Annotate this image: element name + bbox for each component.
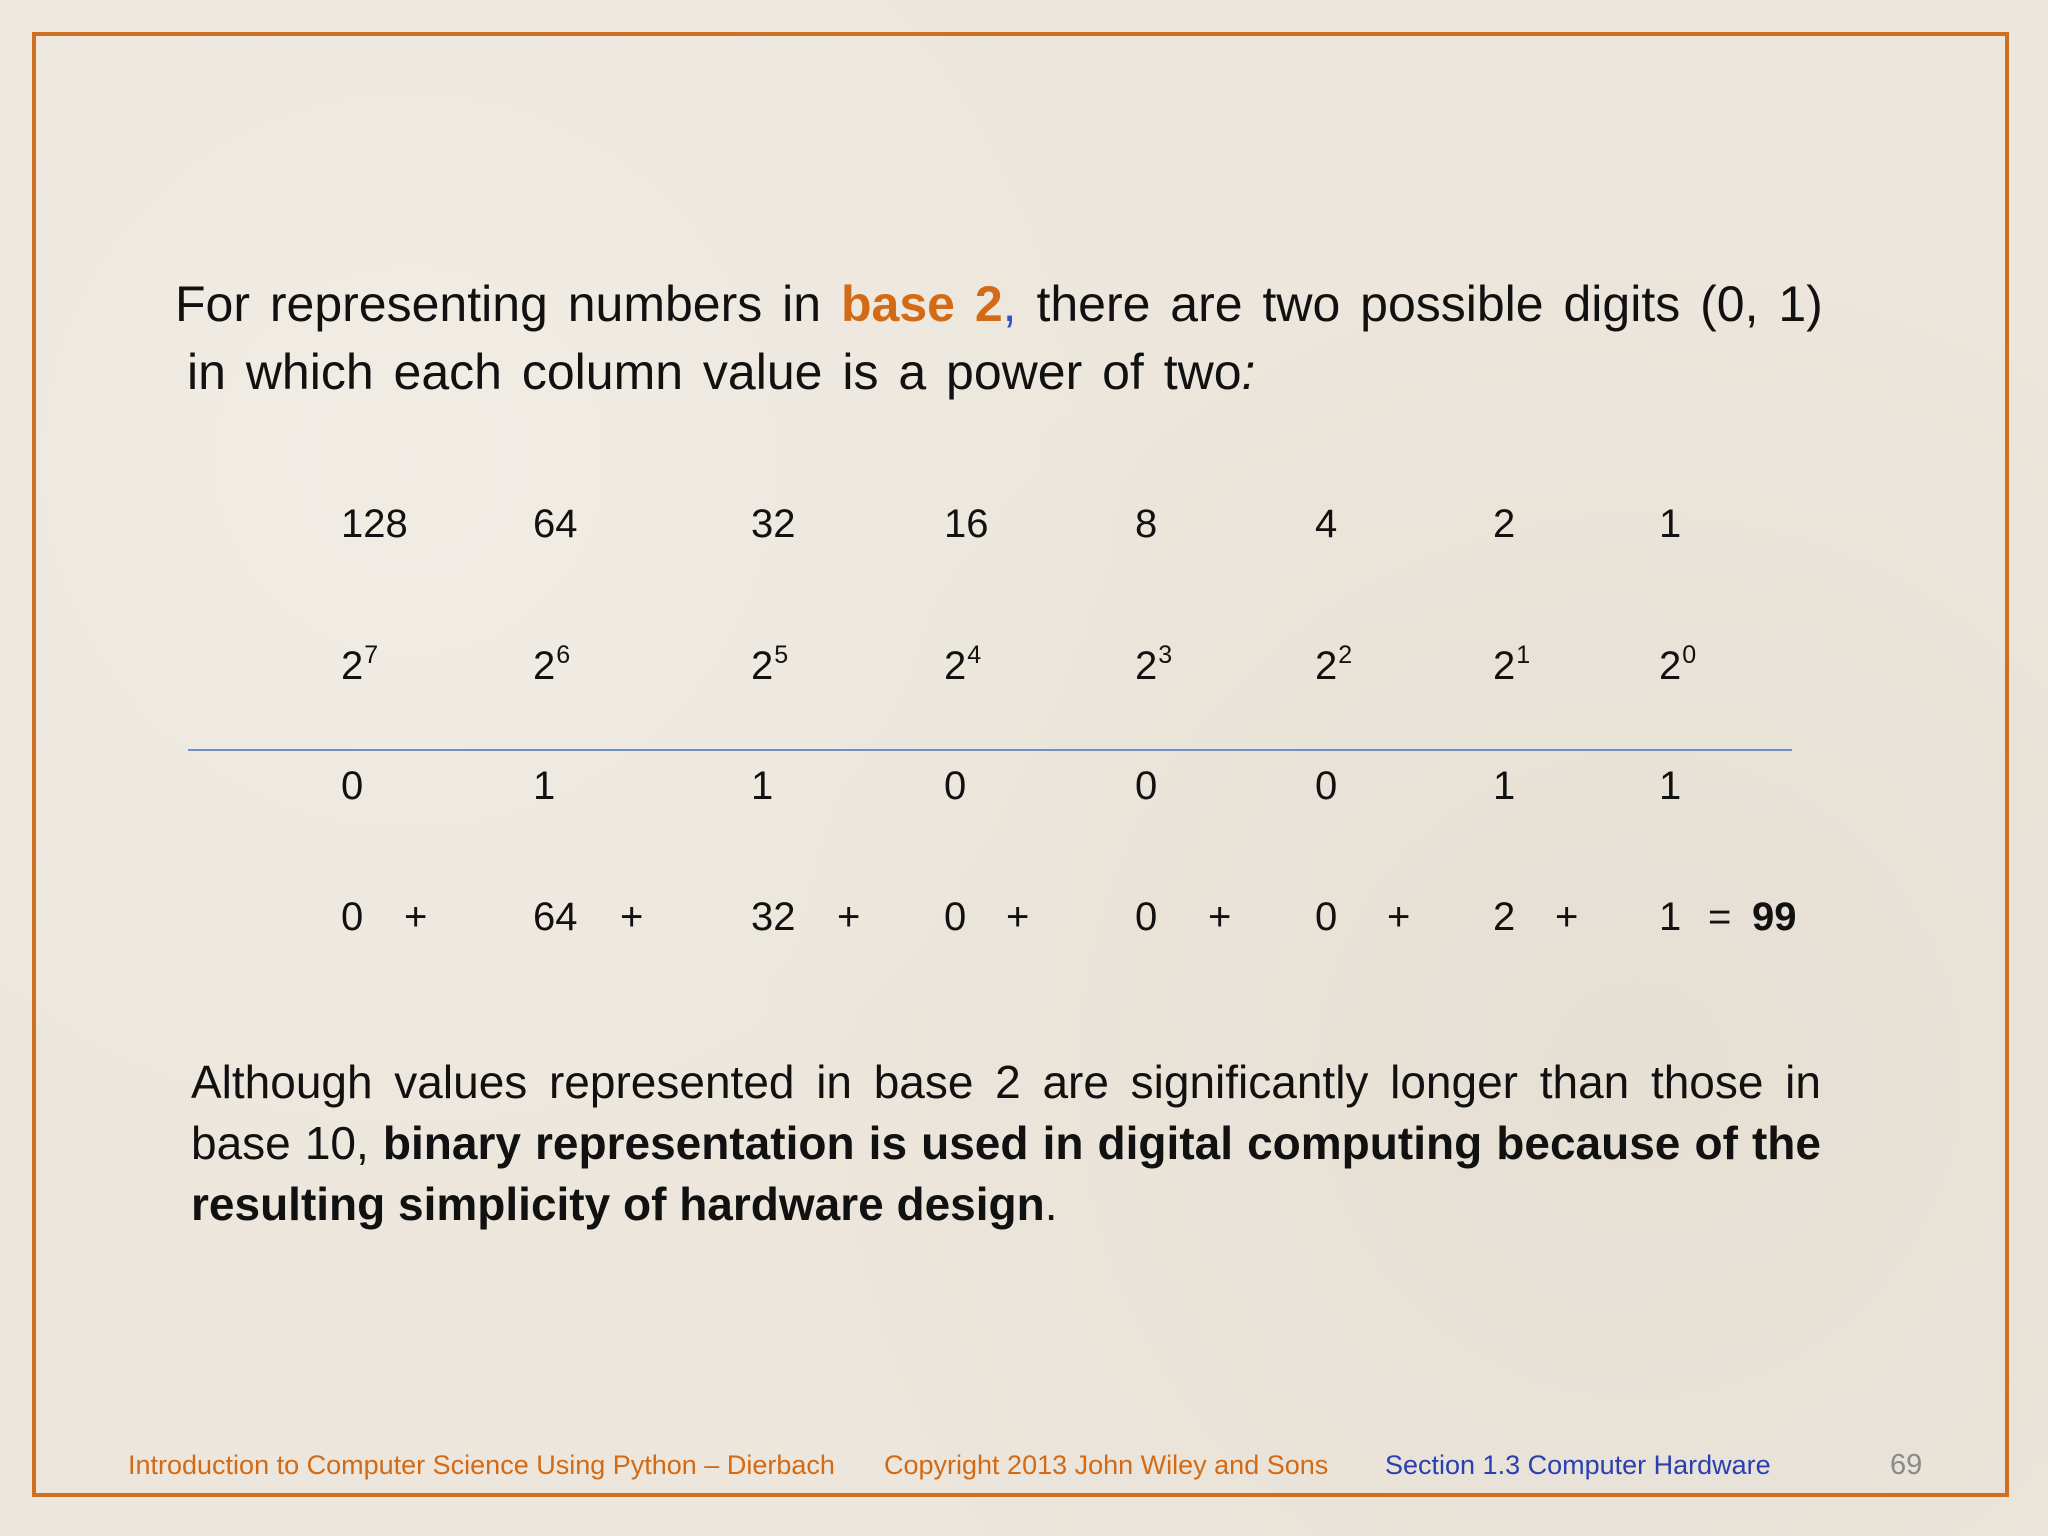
table-divider [188,749,1792,751]
column-value-8: 8 [1135,502,1158,546]
plus-sign: + [1555,895,1579,939]
column-value-128: 128 [341,502,408,546]
bit-cell: 0 [1315,764,1338,808]
intro-colon: : [1241,344,1256,400]
bit-cell: 0 [944,764,967,808]
power-2-0: $2^0$ [1659,641,1697,688]
sum-total: 99 [1752,895,1797,939]
footer-book-title: Introduction to Computer Science Using Python – Dierbach [128,1450,835,1480]
slide-border [32,32,2009,1497]
product-cell: 1 [1659,895,1682,939]
product-cell: 32 [751,895,796,939]
intro-line-2-text: in which each column value is a power of two [187,344,1242,400]
bit-cell: 0 [1135,764,1158,808]
power-2-4: $2^4$ [944,641,982,688]
column-value-64: 64 [533,502,578,546]
plus-sign: + [837,895,861,939]
power-2-2: $2^2$ [1315,641,1353,688]
conclusion-paragraph [191,1052,1821,1235]
product-cell: 0 [1315,895,1338,939]
product-cell: 0 [944,895,967,939]
product-cell: 0 [1135,895,1158,939]
power-2-3: $2^3$ [1135,641,1173,688]
conclusion-period: . [1044,1178,1058,1230]
plus-sign: + [1208,895,1232,939]
power-2-1: $2^1$ [1493,641,1531,688]
page-number: 69 [1890,1449,1923,1481]
intro-text-2: there are two possible digits (0, 1) [1016,276,1823,332]
bit-cell: 0 [341,764,364,808]
intro-paragraph [175,270,1875,406]
power-2-5: $2^5$ [751,641,789,688]
equals-sign: = [1708,895,1732,939]
conclusion-bold: binary representation is used in digital computing because of the resulting simplicity of hardware design [191,1117,1821,1230]
intro-line-2 [175,338,1875,406]
bit-cell: 1 [1493,764,1516,808]
plus-sign: + [620,895,644,939]
footer-copyright: Copyright 2013 John Wiley and Sons [884,1450,1329,1480]
bit-cell: 1 [533,764,556,808]
plus-sign: + [404,895,428,939]
conclusion-text: Although values represented in base 2 are significantly longer than those in base 10, [191,1056,1821,1169]
bit-cell: 1 [1659,764,1682,808]
intro-comma: , [1002,276,1017,332]
plus-sign: + [1387,895,1411,939]
base2-highlight: base 2 [840,276,1003,332]
power-2-7: $2^7$ [341,641,379,688]
footer-section: Section 1.3 Computer Hardware [1385,1450,1771,1480]
column-value-2: 2 [1493,502,1516,546]
power-2-6: $2^6$ [533,641,571,688]
intro-text-1: For representing numbers in [175,276,841,332]
bit-cell: 1 [751,764,774,808]
plus-sign: + [1006,895,1030,939]
column-value-1: 1 [1659,502,1682,546]
column-value-16: 16 [944,502,989,546]
product-cell: 64 [533,895,578,939]
column-value-32: 32 [751,502,796,546]
product-cell: 0 [341,895,364,939]
product-cell: 2 [1493,895,1516,939]
column-value-4: 4 [1315,502,1338,546]
